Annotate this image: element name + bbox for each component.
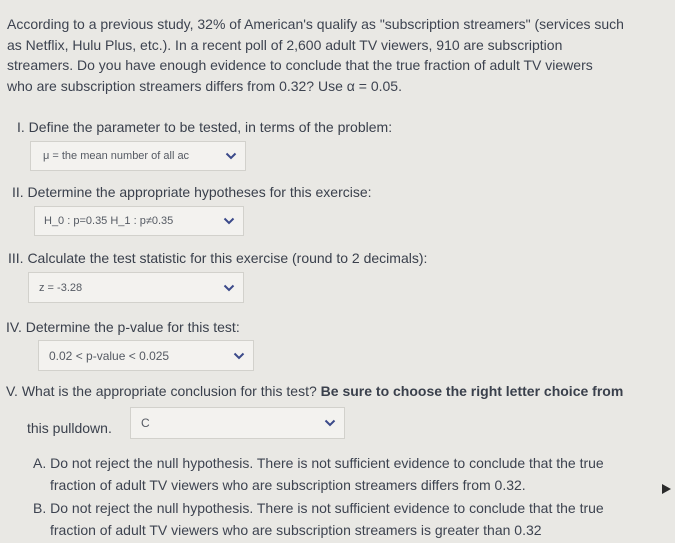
problem-line: as Netflix, Hulu Plus, etc.). In a recent poll of 2,600 adult TV viewers, 910 are subscription (7, 36, 563, 53)
p-value-dropdown-value: 0.02 < p-value < 0.025 (49, 348, 170, 363)
choice-a (33, 452, 675, 496)
problem-statement (7, 14, 667, 96)
p-value-dropdown[interactable] (38, 340, 254, 371)
choice-a-line2: fraction of adult TV viewers who are subscription streamers differs from 0.32. (50, 477, 526, 493)
hypotheses-dropdown[interactable] (34, 206, 244, 236)
problem-line: who are subscription streamers differs from 0.32? Use α = 0.05. (7, 77, 402, 94)
chevron-down-icon (233, 352, 245, 360)
choice-b (33, 497, 675, 541)
choice-a-line1: A. Do not reject the null hypothesis. There is not sufficient evidence to conclude that the true (33, 455, 604, 471)
problem-line: streamers. Do you have enough evidence to conclude that the true fraction of adult TV viewers (7, 57, 593, 73)
part-5-label-line2: this pulldown. (27, 420, 112, 436)
test-statistic-dropdown-value: z = -3.28 (39, 281, 83, 294)
chevron-down-icon (223, 217, 235, 225)
problem-line: According to a previous study, 32% of American's qualify as "subscription streamers" (services such (7, 16, 624, 32)
part-1-label: I. Define the parameter to be tested, in terms of the problem: (17, 119, 393, 135)
parameter-dropdown-value: μ = the mean number of all ac (43, 150, 190, 162)
choice-b-line1: B. Do not reject the null hypothesis. There is not sufficient evidence to conclude that the true (33, 500, 604, 516)
test-statistic-dropdown[interactable] (28, 272, 244, 303)
part-2-label: II. Determine the appropriate hypotheses for this exercise: (12, 184, 372, 200)
part-5-label-emphasis: Be sure to choose the right letter choice from (320, 383, 624, 399)
part-4-label: IV. Determine the p-value for this test: (6, 319, 240, 335)
chevron-down-icon (223, 284, 235, 292)
chevron-down-icon (324, 419, 336, 427)
hypotheses-dropdown-value: H_0 : p=0.35 H_1 : p≠0.35 (44, 215, 174, 227)
chevron-down-icon (225, 152, 237, 160)
mouse-cursor-icon (662, 484, 671, 494)
part-5-label-text: V. What is the appropriate conclusion for this test? (6, 383, 321, 399)
part-5-label (6, 383, 623, 399)
choice-b-line2: fraction of adult TV viewers who are subscription streamers is greater than 0.32 (50, 522, 542, 538)
part-3-label: III. Calculate the test statistic for this exercise (round to 2 decimals): (8, 250, 428, 266)
parameter-dropdown[interactable] (30, 141, 246, 171)
conclusion-dropdown[interactable] (130, 407, 345, 439)
conclusion-dropdown-value: C (141, 416, 150, 430)
